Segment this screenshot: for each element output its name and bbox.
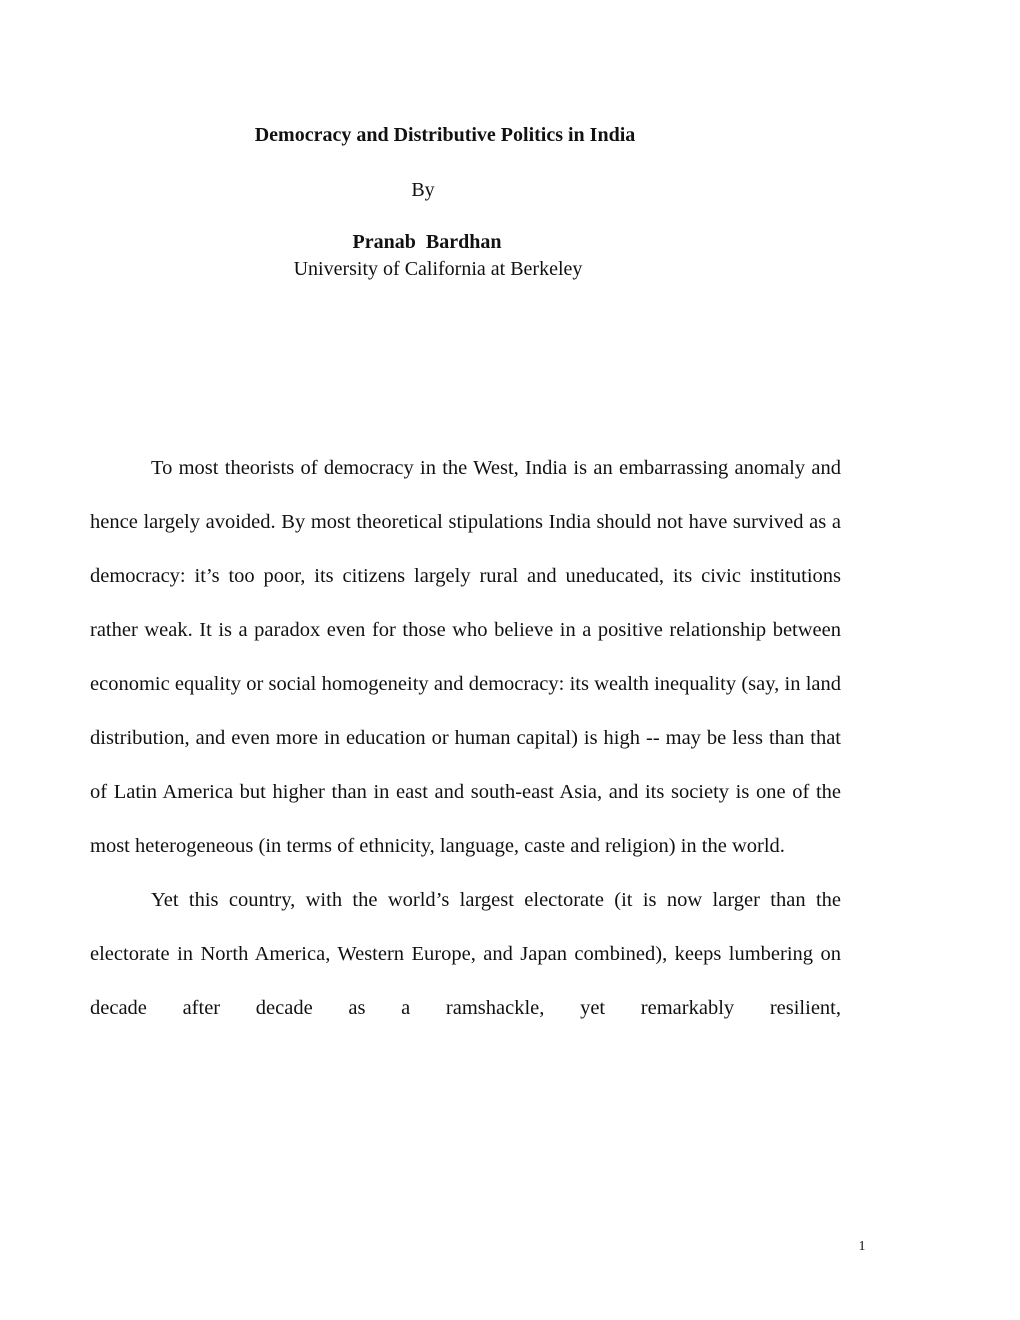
paragraph-2: Yet this country, with the world’s largest electorate (it is now larger than the electorate in North America, Western Europe, and Japan combined), keeps lumbering on decade after decade as a ramshackle, yet remarkably resilient, xyxy=(90,889,841,1019)
paper-title: Democracy and Distributive Politics in India xyxy=(254,124,636,146)
author-affiliation: University of California at Berkeley xyxy=(293,258,583,280)
page-number: 1 xyxy=(858,1239,866,1254)
paragraph-1: To most theorists of democracy in the West, India is an embarrassing anomaly and hence largely avoided. By most theoretical stipulations India should not have survived as a democracy: it’s too poor, its citizens largely rural and uneducated, its civic institutions rather weak. It is a paradox even for those who believe in a positive relationship between economic equality or social homogeneity and democracy: its wealth inequality (say, in land distribution, and even more in education or human capital) is high -- may be less than that of Latin America but higher than in east and south-east Asia, and its society is one of the most heterogeneous (in terms of ethnicity, language, caste and religion) in the world. xyxy=(90,457,841,857)
body-text xyxy=(90,441,841,1035)
by-line: By xyxy=(411,179,435,201)
author-name: Pranab Bardhan xyxy=(352,231,502,253)
